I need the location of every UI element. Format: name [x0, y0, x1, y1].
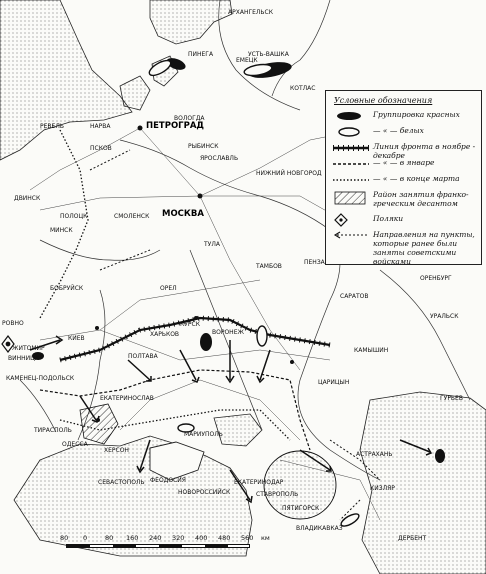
label-sevastopol: СЕВАСТОПОЛЬ [98, 479, 145, 486]
label-saratov: САРАТОВ [340, 293, 369, 300]
label-novorossiysk: НОВОРОССИЙСК [178, 489, 231, 496]
label-tambov: ТАМБОВ [256, 263, 282, 270]
label-kursk: КУРСК [180, 321, 200, 328]
legend-title: Условные обозначения [334, 96, 433, 105]
hatched-area-icon [331, 189, 371, 209]
label-orenburg: ОРЕНБУРГ [420, 275, 452, 282]
label-stavropol: СТАВРОПОЛЬ [256, 491, 299, 498]
label-kamenets: КАМЕНЕЦ-ПОДОЛЬСК [6, 375, 75, 382]
label-voronezh: ВОРОНЕЖ [212, 329, 244, 336]
label-yekaterinodar: ЕКАТЕРИНОДАР [234, 479, 284, 486]
label-nizhny: НИЖНИЙ НОВГОРОД [256, 170, 322, 177]
scale-tick: 400 [195, 534, 208, 542]
legend-label: — « — в конце марта [373, 174, 460, 183]
legend-label: — « — белых [373, 126, 424, 135]
scale-unit: км [261, 534, 270, 542]
lake-ladoga [120, 76, 150, 110]
scale-tick: 480 [218, 534, 231, 542]
dashed-arrow-icon [331, 229, 371, 261]
label-kotlas: КОТЛАС [290, 85, 316, 92]
label-yaroslavl: ЯРОСЛАВЛЬ [200, 155, 239, 162]
label-tsaritsyn: ЦАРИЦЫН [318, 379, 350, 386]
label-kiev: КИЕВ [68, 335, 85, 342]
legend-front-january [331, 157, 479, 171]
label-arkhangelsk: АРХАНГЕЛЬСК [228, 9, 273, 16]
label-feodosia: ФЕОДОСИЯ [150, 477, 186, 484]
label-tiraspol: ТИРАСПОЛЬ [34, 427, 72, 434]
label-dvinsk: ДВИНСК [14, 195, 41, 202]
label-yemetsk: ЕМЕЦК [236, 57, 258, 64]
legend-poles [331, 213, 479, 227]
legend-front-march [331, 173, 479, 187]
legend-franco-greek [331, 189, 479, 209]
front-nov-dec-icon [331, 141, 371, 155]
scale-bar [60, 534, 280, 566]
label-narva: НАРВА [90, 123, 111, 130]
baltic-sea [0, 0, 132, 160]
scale-tick: 160 [126, 534, 139, 542]
white-grouping-icon [331, 125, 371, 139]
white-sea [150, 0, 232, 44]
diamond-icon [331, 213, 371, 227]
label-mariupol: МАРИУПОЛЬ [184, 431, 223, 438]
label-yekaterinoslav: ЕКАТЕРИНОСЛАВ [100, 395, 154, 402]
label-odessa: ОДЕССА [62, 441, 88, 448]
legend-directions [331, 229, 479, 266]
caspian-sea [360, 392, 486, 574]
front-january-icon [331, 157, 371, 171]
label-zhitomir: ЖИТОМИР [12, 345, 45, 352]
label-kherson: ХЕРСОН [104, 447, 129, 454]
label-vologda: ВОЛОГДА [174, 115, 205, 122]
legend-label: Линия фронта в ноябре - декабре [373, 142, 476, 160]
label-vladikavkaz: ВЛАДИКАВКАЗ [296, 525, 343, 532]
label-petrograd: ПЕТРОГРАД [146, 121, 204, 131]
label-pinega: ПИНЕГА [188, 51, 214, 58]
label-oryol: ОРЕЛ [160, 285, 177, 292]
label-penza: ПЕНЗА [304, 259, 325, 266]
label-kharkov: ХАРЬКОВ [150, 331, 180, 338]
label-tula: ТУЛА [204, 241, 220, 248]
scale-tick: 80 [60, 534, 69, 542]
scale-labels [60, 534, 280, 544]
scale-tick: 240 [149, 534, 162, 542]
label-ust-vashka: УСТЬ-ВАШКА [248, 51, 289, 58]
red-grouping-icon [331, 109, 371, 123]
scale-tick: 0 [83, 534, 88, 542]
legend-label: Район занятия франко-греческим десантом [373, 190, 469, 208]
label-minsk: МИНСК [50, 227, 73, 234]
label-vinnitsa: ВИННИЦА [8, 355, 39, 362]
front-march-icon [331, 173, 371, 187]
label-pskov: ПСКОВ [90, 145, 112, 152]
legend-label: — « — в январе [373, 158, 435, 167]
label-kamyshin: КАМЫШИН [354, 347, 389, 354]
label-rybinsk: РЫБИНСК [188, 143, 219, 150]
legend-label: Поляки [373, 214, 404, 223]
label-rovno: РОВНО [2, 320, 24, 327]
label-astrakhan: АСТРАХАНЬ [356, 451, 393, 458]
label-bobruysk: БОБРУЙСК [50, 285, 84, 292]
label-pyatigorsk: ПЯТИГОРСК [282, 505, 320, 512]
label-poltava: ПОЛТАВА [128, 353, 158, 360]
scale-bar-graphic [66, 544, 250, 548]
label-guryev: ГУРЬЕВ [440, 395, 463, 402]
legend-label: Направления на пункты, которые ранее были заняты советскими войсками [373, 230, 475, 266]
legend-white-grouping [331, 125, 479, 139]
label-moskva: МОСКВА [162, 209, 204, 219]
scale-tick: 320 [172, 534, 185, 542]
label-derbent: ДЕРБЕНТ [398, 535, 427, 542]
map-legend [325, 90, 482, 265]
legend-front-nov-dec [331, 141, 479, 160]
label-polotsk: ПОЛОЦК [60, 213, 88, 220]
franco-greek-area [80, 404, 118, 444]
azov-sea [214, 414, 262, 446]
label-revel: РЕВЕЛЬ [40, 123, 64, 130]
scale-tick: 80 [105, 534, 114, 542]
label-smolensk: СМОЛЕНСК [114, 213, 150, 220]
label-uralsk: УРАЛЬСК [430, 313, 459, 320]
legend-red-grouping [331, 109, 479, 123]
label-kizlyar: КИЗЛЯР [370, 485, 395, 492]
legend-label: Группировка красных [373, 110, 460, 119]
scale-tick: 560 [241, 534, 254, 542]
